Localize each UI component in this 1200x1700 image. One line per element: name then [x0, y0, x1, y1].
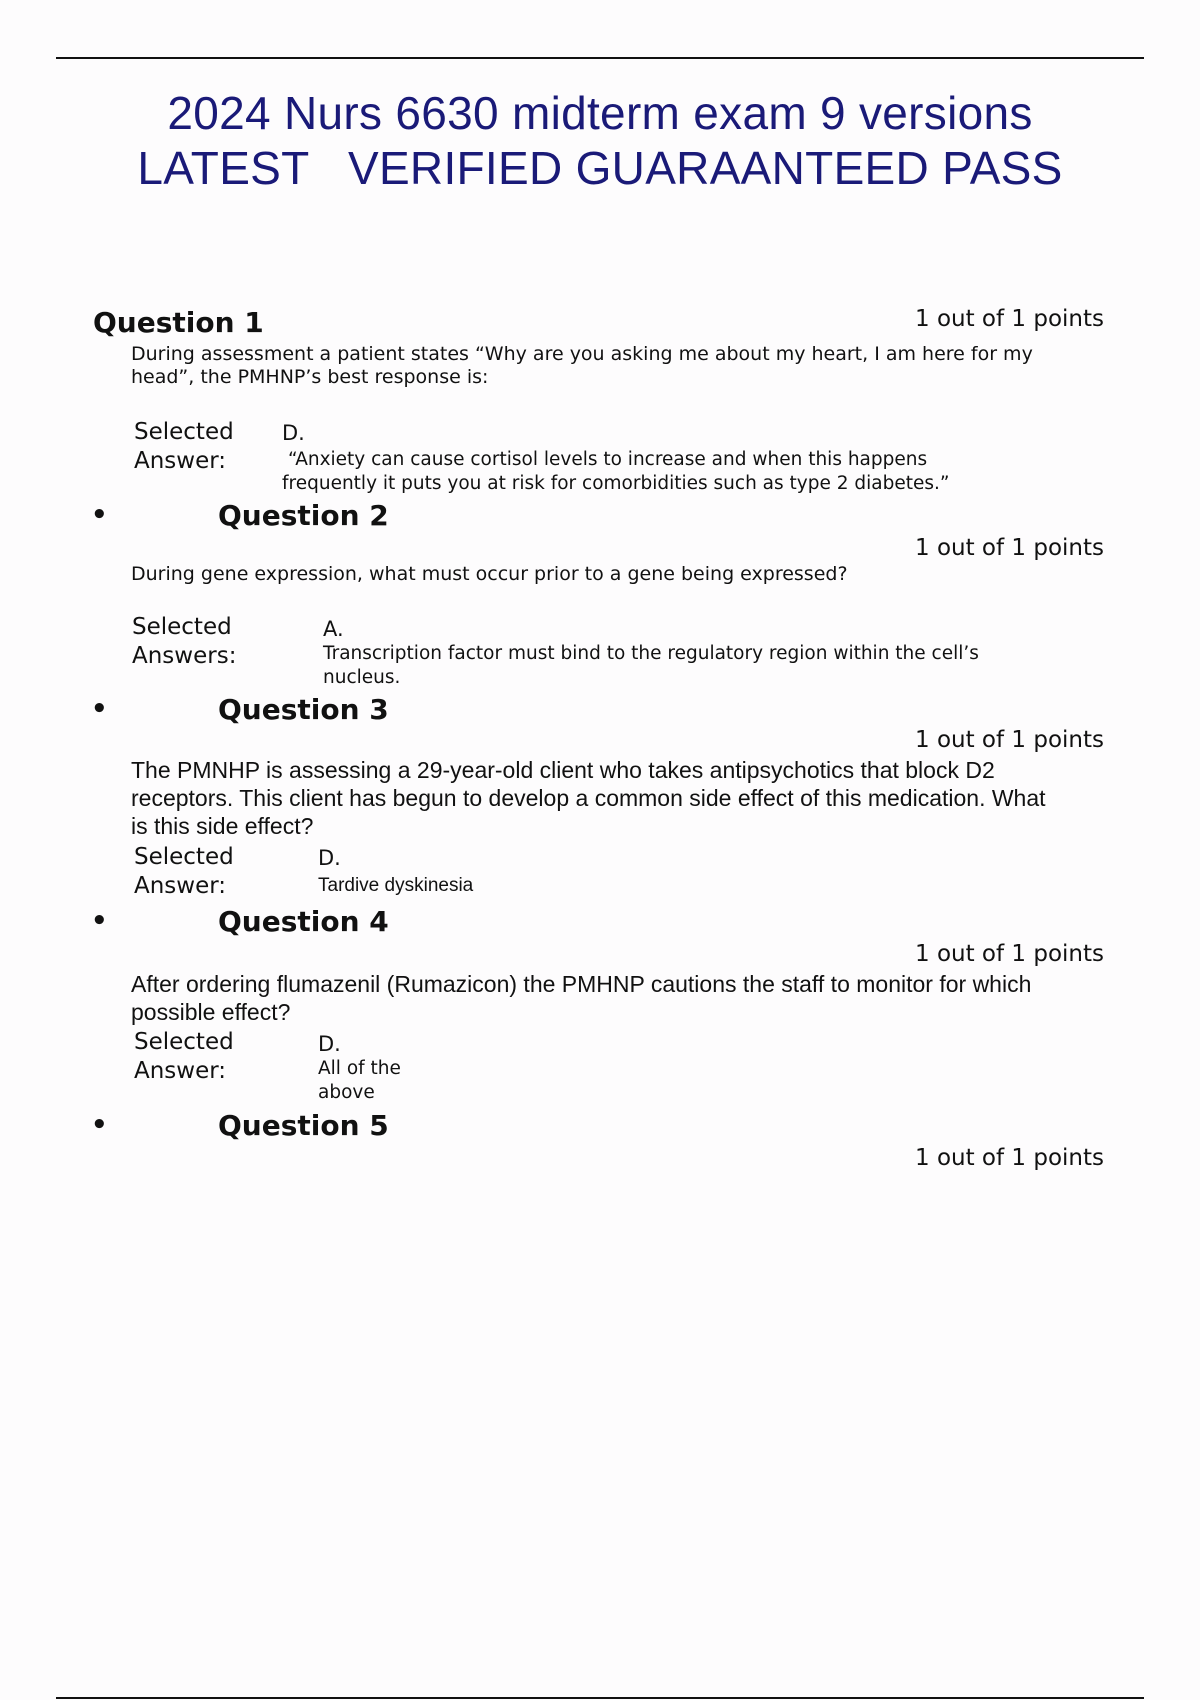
bottom-rule: [56, 1697, 1144, 1699]
question-heading: Question 4: [218, 905, 389, 938]
question-text: The PMNHP is assessing a 29-year-old client who takes antipsychotics that block D2 receptors. This client has begun to develop a common side effect of this medication. What is this side effect?: [131, 757, 1046, 839]
title-line-1: 2024 Nurs 6630 midterm exam 9 versions: [167, 87, 1033, 139]
question-text: During gene expression, what must occur prior to a gene being expressed?: [131, 563, 848, 585]
question-points: 1 out of 1 points: [915, 1145, 1104, 1171]
selected-answer-label: Selected Answer:: [134, 844, 234, 899]
bullet: •: [91, 1110, 108, 1140]
title-line-2: LATEST VERIFIED GUARAANTEED PASS: [137, 142, 1063, 194]
top-rule: [56, 57, 1144, 59]
document-title: [0, 86, 1200, 196]
bullet: •: [91, 694, 108, 724]
selected-answer-label: Selected Answer:: [134, 419, 234, 474]
selected-answers-label: Selected Answers:: [132, 614, 237, 669]
question-heading: Question 1: [93, 306, 264, 339]
answer-text: Transcription factor must bind to the regulatory region within the cell’s nucleus.: [323, 643, 979, 688]
question-points: 1 out of 1 points: [915, 306, 1104, 332]
answer-text: All of the above: [318, 1058, 401, 1103]
question-points: 1 out of 1 points: [915, 727, 1104, 753]
answer-letter: D.: [318, 1032, 341, 1056]
selected-answer-label: Selected Answer:: [134, 1029, 234, 1084]
question-heading: Question 5: [218, 1109, 389, 1142]
answer-text: “Anxiety can cause cortisol levels to increase and when this happens frequently it puts you at risk for comorbidities such as type 2 diabetes.”: [282, 449, 950, 494]
bullet: •: [91, 906, 108, 936]
question-text: During assessment a patient states “Why are you asking me about my heart, I am here for my head”, the PMHNP’s best response is:: [131, 343, 1033, 388]
answer-letter: D.: [282, 421, 305, 445]
question-heading: Question 2: [218, 499, 389, 532]
question-text: After ordering flumazenil (Rumazicon) the PMHNP cautions the staff to monitor for which possible effect?: [131, 971, 1032, 1025]
bullet: •: [91, 500, 108, 530]
question-points: 1 out of 1 points: [915, 941, 1104, 967]
answer-text: Tardive dyskinesia: [318, 875, 474, 896]
answer-letter: D.: [318, 846, 341, 870]
answer-letter: A.: [323, 617, 344, 641]
question-points: 1 out of 1 points: [915, 535, 1104, 561]
question-heading: Question 3: [218, 693, 389, 726]
